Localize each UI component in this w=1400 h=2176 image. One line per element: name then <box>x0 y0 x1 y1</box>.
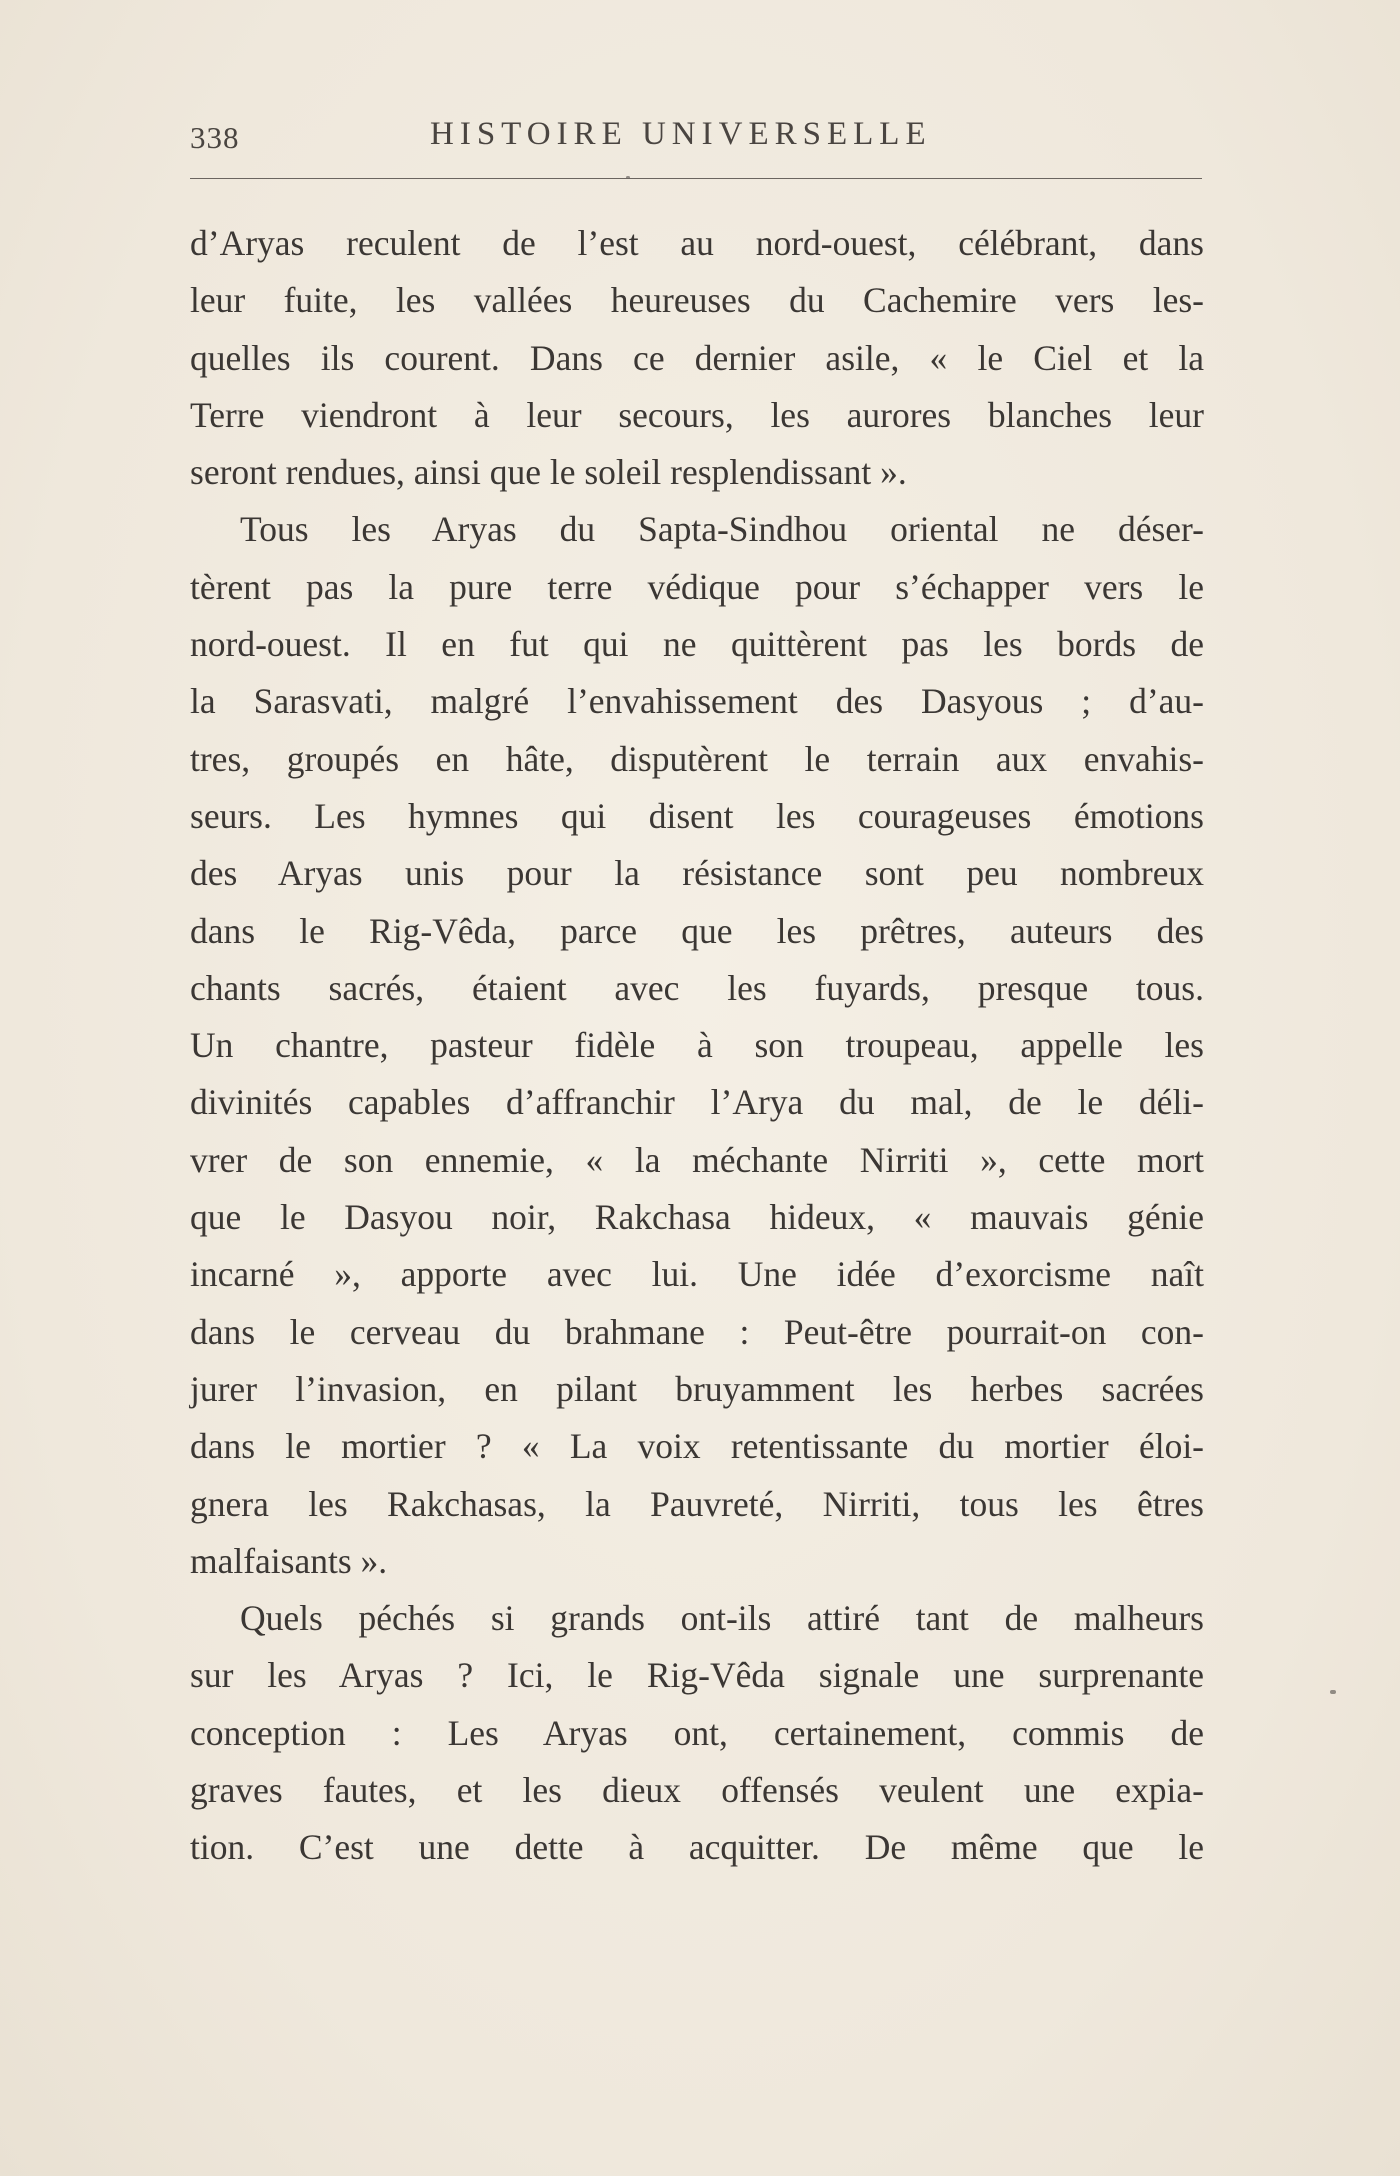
text-line: Quels péchés si grands ont-ils attiré tant de malheurs <box>240 1598 1204 1639</box>
paragraph-1 <box>190 215 1204 501</box>
paper-speck <box>1330 1690 1336 1694</box>
text-line: seurs. Les hymnes qui disent les courageuses émotions <box>190 795 1204 836</box>
header-rule <box>190 178 1202 179</box>
page-header <box>190 112 1202 162</box>
text-line: la Sarasvati, malgré l’envahissement des Dasyous ; d’au- <box>190 681 1204 722</box>
text-line: dans le mortier ? « La voix retentissante du mortier éloi- <box>190 1426 1204 1467</box>
running-title: HISTOIRE UNIVERSELLE <box>430 116 932 152</box>
text-line: Terre viendront à leur secours, les aurores blanches leur <box>190 394 1204 435</box>
text-line: sur les Aryas ? Ici, le Rig-Vêda signale une surprenante <box>190 1655 1204 1696</box>
body-text <box>190 215 1204 1877</box>
text-line: Tous les Aryas du Sapta-Sindhou oriental ne déser- <box>240 509 1204 550</box>
text-line: dans le cerveau du brahmane : Peut-être pourrait-on con- <box>190 1311 1204 1352</box>
paper-speck <box>626 176 630 179</box>
text-line: quelles ils courent. Dans ce dernier asile, « le Ciel et la <box>190 337 1204 378</box>
text-line: Un chantre, pasteur fidèle à son troupeau, appelle les <box>190 1025 1204 1066</box>
text-line: leur fuite, les vallées heureuses du Cachemire vers les- <box>190 280 1204 321</box>
text-line: incarné », apporte avec lui. Une idée d’exorcisme naît <box>190 1254 1204 1295</box>
text-line: chants sacrés, étaient avec les fuyards, presque tous. <box>190 967 1204 1008</box>
paragraph-2 <box>190 501 1204 1590</box>
text-line: tion. C’est une dette à acquitter. De même que le <box>190 1827 1204 1868</box>
text-line: tres, groupés en hâte, disputèrent le terrain aux envahis- <box>190 738 1204 779</box>
text-line: jurer l’invasion, en pilant bruyamment les herbes sacrées <box>190 1368 1204 1409</box>
paragraph-3 <box>190 1590 1204 1876</box>
text-line: divinités capables d’affranchir l’Arya du mal, de le déli- <box>190 1082 1204 1123</box>
text-line: malfaisants ». <box>190 1540 388 1581</box>
text-line: tèrent pas la pure terre védique pour s’échapper vers le <box>190 566 1204 607</box>
text-line: des Aryas unis pour la résistance sont peu nombreux <box>190 853 1204 894</box>
text-line: conception : Les Aryas ont, certainement, commis de <box>190 1712 1204 1753</box>
text-line: vrer de son ennemie, « la méchante Nirriti », cette mort <box>190 1139 1204 1180</box>
text-line: que le Dasyou noir, Rakchasa hideux, « mauvais génie <box>190 1197 1204 1238</box>
page-number: 338 <box>190 120 240 155</box>
text-line: nord-ouest. Il en fut qui ne quittèrent pas les bords de <box>190 624 1204 665</box>
text-line: graves fautes, et les dieux offensés veulent une expia- <box>190 1770 1204 1811</box>
text-line: d’Aryas reculent de l’est au nord-ouest, célébrant, dans <box>190 223 1204 263</box>
text-line: seront rendues, ainsi que le soleil resplendissant ». <box>190 452 907 493</box>
text-line: dans le Rig-Vêda, parce que les prêtres, auteurs des <box>190 910 1204 951</box>
text-line: gnera les Rakchasas, la Pauvreté, Nirriti, tous les êtres <box>190 1483 1204 1524</box>
